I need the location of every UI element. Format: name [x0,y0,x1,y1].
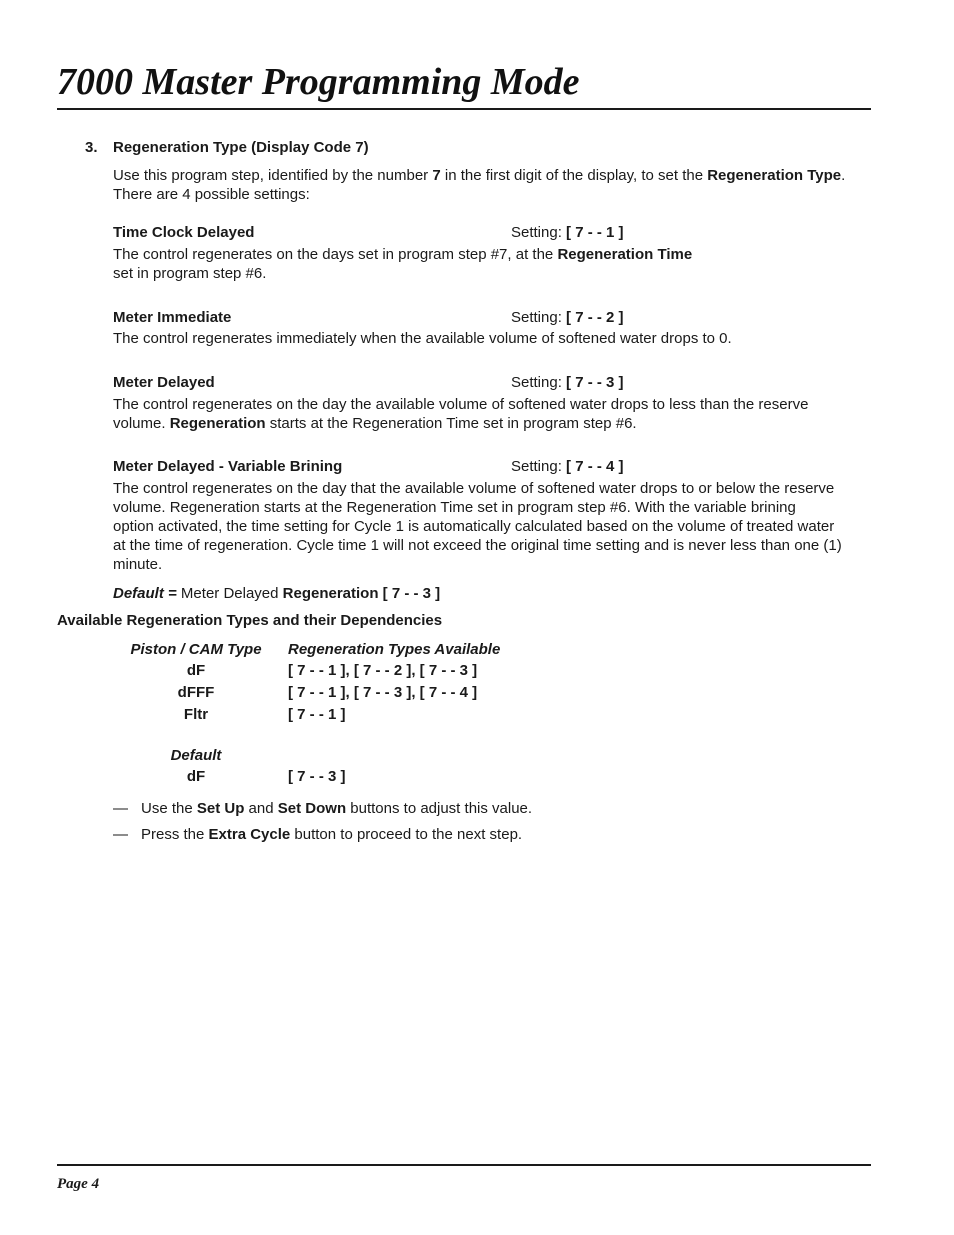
instruction-dash: — [113,800,128,817]
setting-desc-variable-brining: The control regenerates on the day that the available volume of softened water drops to or below the reserve volume. Regeneration starts at the Regeneration Time set in program step #6. With the variable brining option activated, the time setting for Cycle 1 is automatically calculated based on the volume of treated water at the time of regeneration. Cycle time 1 will not exceed the original time setting and is never less than one (1) minute. [113,480,842,573]
setting-value-variable-brining: Setting: [ 7 - - 4 ] [511,458,624,475]
footer-rule [57,1164,871,1166]
setting-value-meter-delayed: Setting: [ 7 - - 3 ] [511,374,624,391]
table-cell-type: dF [186,662,206,679]
setting-name-variable-brining: Meter Delayed - Variable Brining [113,458,343,475]
default-setting-line: Default = Meter Delayed Regeneration [ 7 - - 3 ] [113,585,441,602]
setting-value-time-clock-delayed: Setting: [ 7 - - 1 ] [511,224,624,241]
intro-paragraph: Use this program step, identified by the number 7 in the first digit of the display, to set the Regeneration Type. There are 4 possible settings: [113,167,846,203]
section-title: Regeneration Type (Display Code 7) [113,139,369,156]
table-default-label: Default [170,747,222,764]
setting-name-time-clock-delayed: Time Clock Delayed [113,224,255,241]
instruction-extra-cycle: Press the Extra Cycle button to proceed to the next step. [141,826,523,843]
table-default-available: [ 7 - - 3 ] [288,768,346,785]
setting-name-meter-immediate: Meter Immediate [113,309,232,326]
page-number: Page 4 [57,1176,100,1192]
setting-desc-meter-immediate: The control regenerates immediately when the available volume of softened water drops to 0. [113,330,732,347]
page-title: 7000 Master Programming Mode [57,61,580,103]
setting-name-meter-delayed: Meter Delayed [113,374,215,391]
table-cell-available: [ 7 - - 1 ] [288,706,346,723]
instruction-dash: — [113,826,128,843]
table-header-piston: Piston / CAM Type [130,641,262,658]
table-cell-available: [ 7 - - 1 ], [ 7 - - 2 ], [ 7 - - 3 ] [288,662,478,679]
dependencies-heading: Available Regeneration Types and their Dependencies [57,612,443,629]
table-cell-type: dFFF [177,684,215,701]
table-default-type: dF [186,768,206,785]
setting-desc-time-clock-delayed: The control regenerates on the days set in program step #7, at the Regeneration Time set in program step #6. [113,246,693,282]
instruction-set-up-down: Use the Set Up and Set Down buttons to adjust this value. [141,800,533,817]
header-rule [57,108,871,110]
setting-desc-meter-delayed: The control regenerates on the day the available volume of softened water drops to less than the reserve volume. Regeneration starts at the Regeneration Time set in program step #6. [113,396,809,432]
table-cell-type: Fltr [183,706,209,723]
section-number: 3. [85,139,98,156]
setting-value-meter-immediate: Setting: [ 7 - - 2 ] [511,309,624,326]
table-header-regen-types: Regeneration Types Available [288,641,501,658]
table-cell-available: [ 7 - - 1 ], [ 7 - - 3 ], [ 7 - - 4 ] [288,684,478,701]
